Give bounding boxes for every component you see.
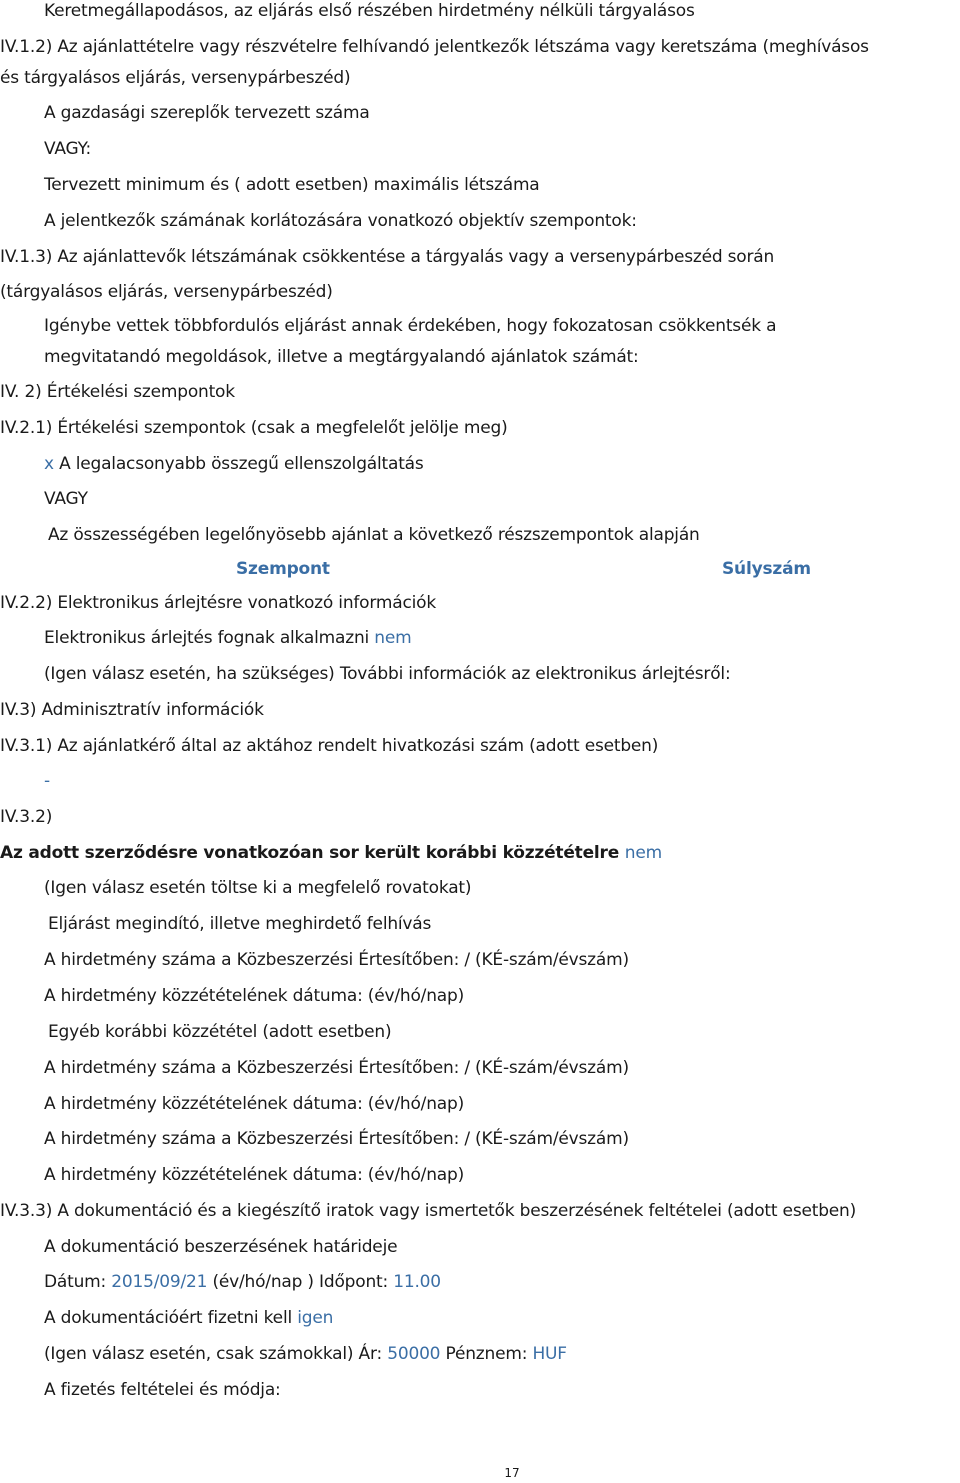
line-prior-publication-label: Az adott szerződésre vonatkozóan sor került korábbi közzétételre — [0, 843, 625, 863]
line-date-time — [44, 1271, 441, 1293]
heading-iv-3-2: IV.3.2) — [0, 807, 53, 827]
heading-iv-2: IV. 2) Értékelési szempontok — [0, 382, 235, 402]
date-label: Dátum: — [44, 1272, 112, 1292]
line-best-value: Az összességében legelőnyösebb ajánlat a következő részszempontok alapján — [48, 525, 700, 545]
line-notice-date-3: A hirdetmény közzétételének dátuma: (év/hó/nap) — [44, 1165, 465, 1185]
line-notice-date-1: A hirdetmény közzétételének dátuma: (év/hó/nap) — [44, 986, 465, 1006]
line-e-auction — [44, 627, 411, 649]
heading-iv-1-2: IV.1.2) Az ajánlattételre vagy részvételre felhívandó jelentkezők létszáma vagy keretszáma (meghívásos — [0, 37, 869, 57]
prior-publication-value: nem — [624, 843, 662, 863]
line-multi-round: Igénybe vettek többfordulós eljárást annak érdekében, hogy fokozatosan csökkentsék a — [44, 316, 777, 336]
heading-iv-3-1: IV.3.1) Az ajánlatkérő által az aktához rendelt hivatkozási szám (adott esetben) — [0, 736, 659, 756]
time-value: 11.00 — [393, 1272, 441, 1292]
col-header-criterion: Szempont — [236, 559, 330, 579]
e-auction-value: nem — [374, 628, 412, 648]
line-vagy-2: VAGY — [44, 489, 88, 509]
line-notice-date-2: A hirdetmény közzétételének dátuma: (év/hó/nap) — [44, 1094, 465, 1114]
heading-iv-2-2: IV.2.2) Elektronikus árlejtésre vonatkozó információk — [0, 593, 436, 613]
line-price-currency — [44, 1343, 567, 1365]
line-payment-terms: A fizetés feltételei és módja: — [44, 1380, 281, 1400]
heading-iv-3: IV.3) Adminisztratív információk — [0, 700, 264, 720]
line-initiating-notice: Eljárást megindító, illetve meghirdető felhívás — [48, 914, 432, 934]
line-multi-round-cont: megvitatandó megoldások, illetve a megtárgyalandó ajánlatok számát: — [44, 347, 639, 367]
heading-iv-1-2-cont: és tárgyalásos eljárás, versenypárbeszéd) — [0, 68, 351, 88]
heading-iv-3-3: IV.3.3) A dokumentáció és a kiegészítő iratok vagy ismertetők beszerzésének feltételei (adott esetben) — [0, 1201, 857, 1221]
line-lowest-price — [44, 453, 424, 475]
time-label: (év/hó/nap ) Időpont: — [207, 1272, 394, 1292]
line-doc-deadline: A dokumentáció beszerzésének határideje — [44, 1237, 398, 1257]
col-header-weight: Súlyszám — [722, 559, 811, 579]
heading-iv-1-3-cont: (tárgyalásos eljárás, versenypárbeszéd) — [0, 282, 333, 302]
line-other-publication: Egyéb korábbi közzététel (adott esetben) — [48, 1022, 392, 1042]
line-notice-number-2: A hirdetmény száma a Közbeszerzési Értesítőben: / (KÉ-szám/évszám) — [44, 1058, 629, 1078]
line-e-auction-info: (Igen válasz esetén, ha szükséges) További információk az elektronikus árlejtésről: — [44, 664, 731, 684]
heading-iv-1-3: IV.1.3) Az ajánlattevők létszámának csökkentése a tárgyalás vagy a versenypárbeszéd során — [0, 247, 775, 267]
line-lowest-price-label: A legalacsonyabb összegű ellenszolgáltatás — [53, 454, 424, 474]
line-min-max: Tervezett minimum és ( adott esetben) maximális létszáma — [44, 175, 540, 195]
currency-label: Pénznem: — [440, 1344, 533, 1364]
line-fill-fields: (Igen válasz esetén töltse ki a megfelelő rovatokat) — [44, 878, 472, 898]
line-payment-required — [44, 1307, 333, 1329]
line-notice-number-3: A hirdetmény száma a Közbeszerzési Értesítőben: / (KÉ-szám/évszám) — [44, 1129, 629, 1149]
line-vagy-1: VAGY: — [44, 139, 92, 159]
payment-required-label: A dokumentációért fizetni kell — [44, 1308, 298, 1328]
price-value: 50000 — [387, 1344, 441, 1364]
line-notice-number-1: A hirdetmény száma a Közbeszerzési Értesítőben: / (KÉ-szám/évszám) — [44, 950, 629, 970]
line-procedure-type: Keretmegállapodásos, az eljárás első részében hirdetmény nélküli tárgyalásos — [44, 1, 695, 21]
checkmark-x: x — [44, 454, 54, 474]
reference-number-value: - — [44, 771, 50, 791]
line-e-auction-label: Elektronikus árlejtés fognak alkalmazni — [44, 628, 375, 648]
heading-iv-2-1: IV.2.1) Értékelési szempontok (csak a megfelelőt jelölje meg) — [0, 418, 508, 438]
price-label: (Igen válasz esetén, csak számokkal) Ár: — [44, 1344, 388, 1364]
line-prior-publication — [0, 842, 662, 864]
page-number: 17 — [504, 1466, 520, 1480]
currency-value: HUF — [532, 1344, 567, 1364]
payment-required-value: igen — [297, 1308, 334, 1328]
line-planned-number: A gazdasági szereplők tervezett száma — [44, 103, 370, 123]
line-objective-criteria: A jelentkezők számának korlátozására vonatkozó objektív szempontok: — [44, 211, 637, 231]
date-value: 2015/09/21 — [111, 1272, 208, 1292]
